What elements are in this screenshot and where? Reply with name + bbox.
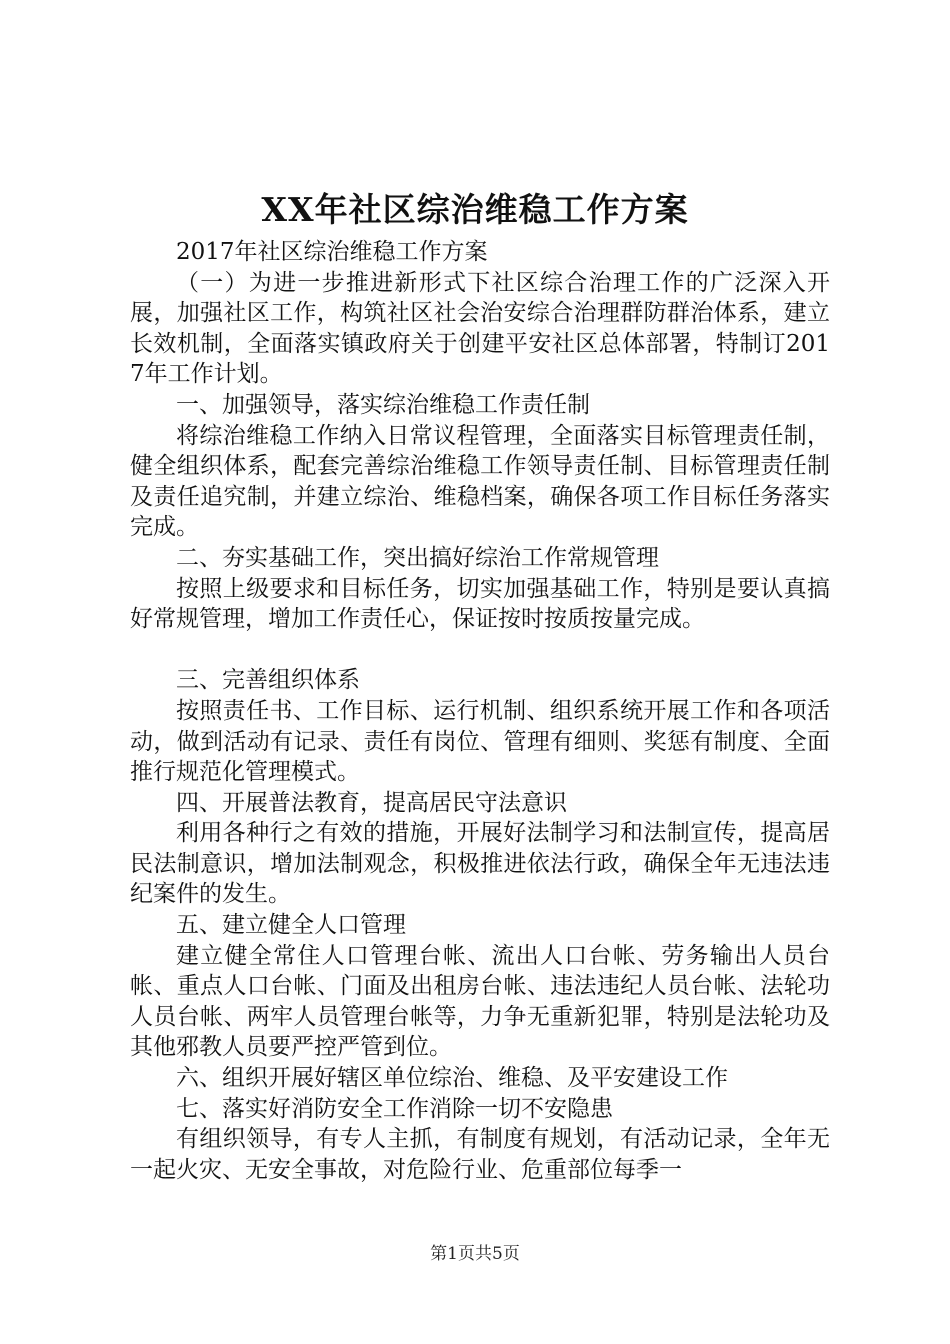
section-body-3: 按照责任书、工作目标、运行机制、组织系统开展工作和各项活动，做到活动有记录、责任有岗位、管理有细则、奖惩有制度、全面推行规范化管理模式。 (130, 697, 830, 786)
section-heading-1: 一、加强领导，落实综治维稳工作责任制 (176, 391, 590, 418)
page-footer (0, 1242, 950, 1266)
page-total: 共5页 (475, 1244, 520, 1264)
document-body (130, 237, 830, 1185)
subtitle-paragraph: 2017年社区综治维稳工作方案 (176, 239, 488, 265)
section-heading-7: 七、落实好消防安全工作消除一切不安隐患 (176, 1095, 613, 1122)
section-heading-2: 二、夯实基础工作，突出搞好综治工作常规管理 (176, 544, 659, 571)
section-body-4: 利用各种行之有效的措施，开展好法制学习和法制宣传，提高居民法制意识，增加法制观念，积极推进依法行政，确保全年无违法违纪案件的发生。 (130, 820, 830, 908)
section-body-5: 建立健全常住人口管理台帐、流出人口台帐、劳务输出人员台帐、重点人口台帐、门面及出租房台帐、违法违纪人员台帐、法轮功人员台帐、两牢人员管理台帐等，力争无重新犯罪，特别是法轮功及其他邪教人员要严控严管到位。 (130, 942, 830, 1061)
document-title: XX年社区综治维稳工作方案 (261, 190, 689, 229)
section-heading-6: 六、组织开展好辖区单位综治、维稳、及平安建设工作 (176, 1065, 728, 1092)
section-heading-4: 四、开展普法教育，提高居民守法意识 (176, 789, 567, 816)
blank-line (130, 635, 830, 666)
section-body-1: 将综治维稳工作纳入日常议程管理，全面落实目标管理责任制，健全组织体系，配套完善综治维稳工作领导责任制、目标管理责任制及责任追究制，并建立综治、维稳档案，确保各项工作目标任务落实完成。 (130, 422, 830, 541)
section-heading-3: 三、完善组织体系 (176, 667, 360, 694)
intro-paragraph: （一）为进一步推进新形式下社区综合治理工作的广泛深入开展，加强社区工作，构筑社区社会治安综合治理群防群治体系，建立长效机制，全面落实镇政府关于创建平安社区总体部署，特制订2017年工作计划。 (130, 269, 830, 388)
section-body-7: 有组织领导，有专人主抓，有制度有规划，有活动记录，全年无一起火灾、无安全事故，对危险行业、危重部位每季一 (130, 1126, 830, 1183)
section-body-2: 按照上级要求和目标任务，切实加强基础工作，特别是要认真搞好常规管理，增加工作责任心，保证按时按质按量完成。 (130, 575, 830, 633)
section-heading-5: 五、建立健全人口管理 (176, 912, 406, 939)
page-number: 第1页 (430, 1244, 475, 1264)
